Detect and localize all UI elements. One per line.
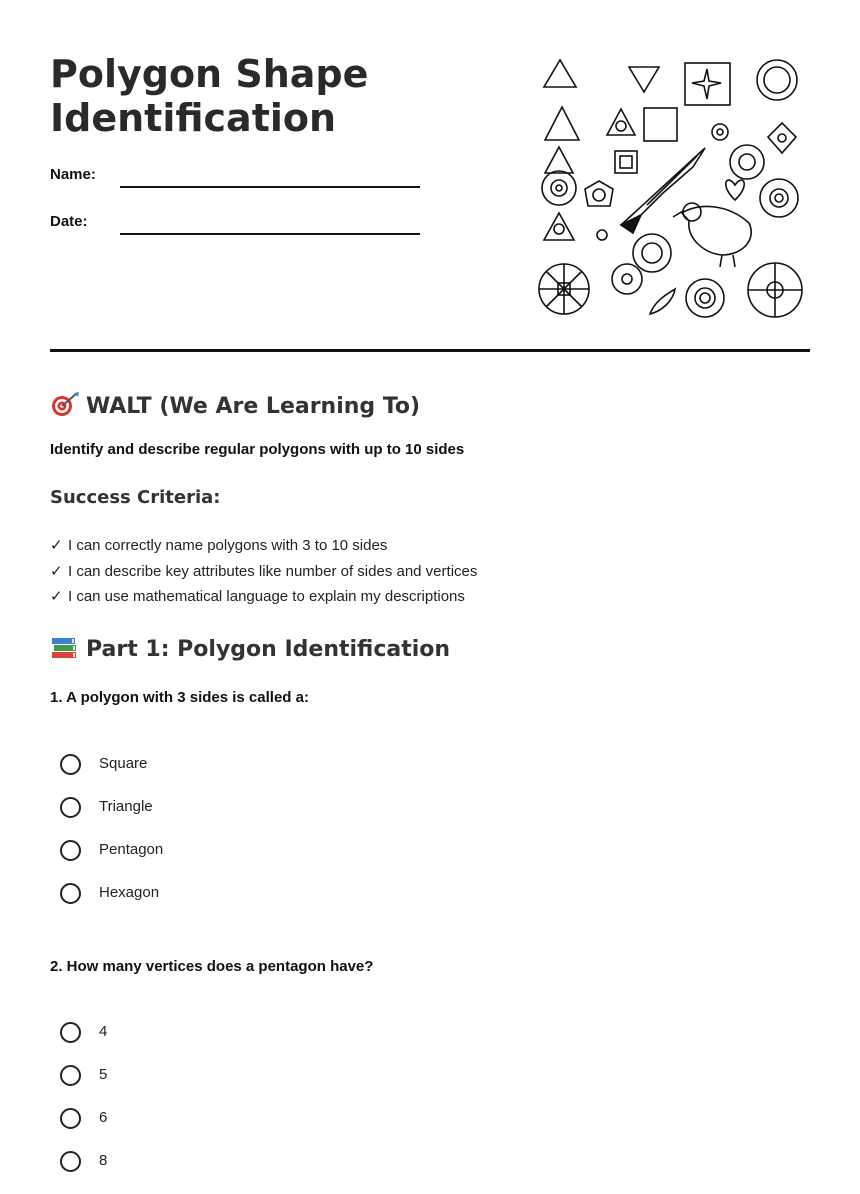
name-label: Name: xyxy=(50,166,96,183)
walt-objective: Identify and describe regular polygons with up to 10 sides xyxy=(50,441,465,458)
radio-button[interactable] xyxy=(60,1108,81,1129)
part1-heading xyxy=(50,634,450,662)
success-criteria-list xyxy=(50,533,477,610)
radio-button[interactable] xyxy=(60,797,81,818)
option-label: 4 xyxy=(99,1023,108,1040)
walt-heading-text: WALT (We Are Learning To) xyxy=(86,394,421,419)
question-2: 2. How many vertices does a pentagon have? xyxy=(50,958,374,975)
check-icon: ✓ xyxy=(50,588,63,605)
option-label: Triangle xyxy=(99,798,153,815)
question-1: 1. A polygon with 3 sides is called a: xyxy=(50,689,309,706)
check-icon: ✓ xyxy=(50,562,63,580)
title-line-2: Identification xyxy=(50,96,337,140)
shapes-illustration xyxy=(537,55,807,320)
option-label: Square xyxy=(99,755,148,772)
radio-button[interactable] xyxy=(60,883,81,904)
target-dart-icon xyxy=(50,391,80,417)
radio-button[interactable] xyxy=(60,754,81,775)
criteria-item: ✓ I can correctly name polygons with 3 to 10 sides xyxy=(50,533,477,559)
option-label: 5 xyxy=(99,1066,108,1083)
radio-button[interactable] xyxy=(60,840,81,861)
radio-button[interactable] xyxy=(60,1022,81,1043)
part1-heading-text: Part 1: Polygon Identification xyxy=(86,637,451,662)
date-label: Date: xyxy=(50,213,88,230)
books-icon xyxy=(50,634,80,660)
check-icon: ✓ xyxy=(50,537,63,554)
walt-heading xyxy=(50,391,420,419)
option-label: 8 xyxy=(99,1152,108,1169)
radio-button[interactable] xyxy=(60,1065,81,1086)
date-input-line[interactable] xyxy=(120,233,420,235)
option-label: Pentagon xyxy=(99,841,164,858)
success-criteria-heading: Success Criteria: xyxy=(50,487,221,508)
worksheet-title xyxy=(50,52,470,140)
criteria-item: ✓ I can describe key attributes like number of sides and vertices xyxy=(50,559,477,585)
option-label: Hexagon xyxy=(99,884,160,901)
header-divider xyxy=(50,349,810,352)
title-line-1: Polygon Shape xyxy=(50,52,369,96)
option-label: 6 xyxy=(99,1109,108,1126)
name-input-line[interactable] xyxy=(120,186,420,188)
name-field[interactable] xyxy=(50,166,430,196)
date-field[interactable] xyxy=(50,213,430,243)
criteria-item: ✓ I can use mathematical language to explain my descriptions xyxy=(50,584,477,610)
radio-button[interactable] xyxy=(60,1151,81,1172)
